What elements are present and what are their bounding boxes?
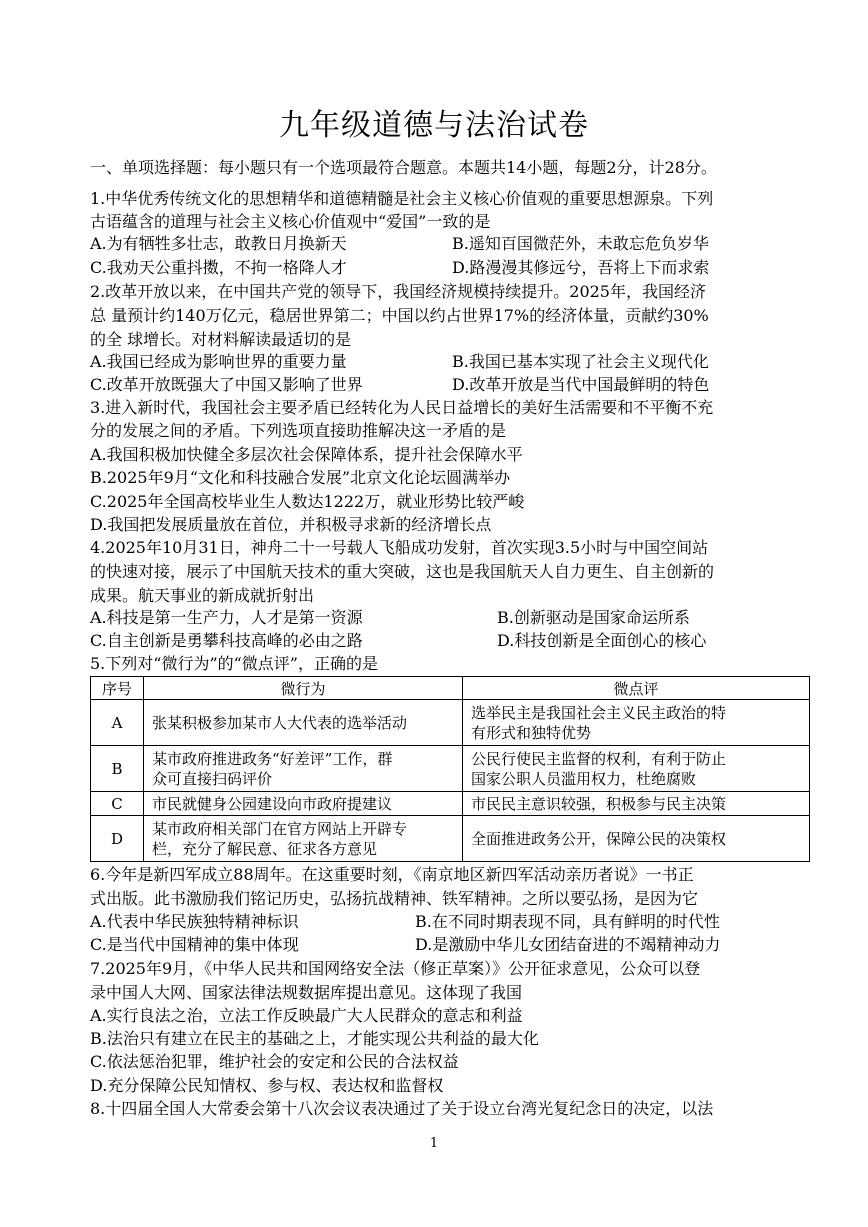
table-cell-text: 栏，充分了解民意、征求各方意见 [152,839,378,858]
question-6-option-b: B.在不同时期表现不同，具有鲜明的时代性 [415,912,720,931]
question-2-stem: 2.改革开放以来，在中国共产党的领导下，我国经济规模持续提升。2025年，我国经济 [90,282,706,301]
table-header: 微点评 [463,677,810,700]
question-4-option-c: C.自主创新是勇攀科技高峰的必由之路 [90,631,363,650]
question-2-option-a: A.我国已经成为影响世界的重要力量 [90,352,347,371]
question-2-option-d: D.改革开放是当代中国最鲜明的特色 [452,375,710,394]
table-cell-act [144,700,463,746]
question-2-stem: 的全 球增长。对材料解读最适切的是 [90,330,352,349]
question-3-option-b: B.2025年9月“文化和科技融合发展”北京文化论坛圆满举办 [90,468,511,487]
question-4-stem: 成果。航天事业的新成就折射出 [90,586,315,605]
question-1-option-d: D.路漫漫其修远兮，吾将上下而求索 [452,258,710,277]
table-cell-text: 国家公职人员滥用权力，杜绝腐败 [471,769,697,788]
table-cell-cmt [463,792,810,816]
table-cell-id: A [91,700,144,746]
table-cell-id: C [91,792,144,816]
question-7-option-c: C.依法惩治犯罪，维护社会的安定和公民的合法权益 [90,1052,459,1071]
question-2-option-b: B.我国已基本实现了社会主义现代化 [452,352,709,371]
table-cell-text: 某市政府推进政务“好差评”工作，群 [152,749,393,768]
question-1-stem: 古语蕴含的道理与社会主义核心价值观中“爱国”一致的是 [90,212,491,231]
table-cell-cmt [463,746,810,792]
table-cell-act [144,792,463,816]
question-7-option-b: B.法治只有建立在民主的基础之上，才能实现公共利益的最大化 [90,1029,539,1048]
table-cell-act [144,816,463,862]
table-cell-text: 选举民主是我国社会主义民主政治的特 [471,703,727,722]
question-3-option-d: D.我国把发展质量放在首位，并积极寻求新的经济增长点 [90,515,492,534]
question-1-option-b: B.遥知百国微茫外，未敢忘危负岁华 [452,234,709,253]
question-7-stem: 7.2025年9月，《中华人民共和国网络安全法（修正草案）》公开征求意见，公众可以登 [90,959,701,978]
table-row [91,746,810,792]
question-3-stem: 3.进入新时代，我国社会主要矛盾已经转化为人民日益增长的美好生活需要和不平衡不充 [90,398,714,417]
table-cell-text: 有形式和独特优势 [471,723,592,742]
table-cell-text: 众可直接扫码评价 [152,769,273,788]
table-header: 序号 [91,677,144,700]
table-cell-cmt [463,816,810,862]
table-cell-act [144,746,463,792]
table-cell-id: B [91,746,144,792]
table-cell-text: 市民就健身公园建设向市政府提建议 [152,795,393,813]
question-7-option-d: D.充分保障公民知情权、参与权、表达权和监督权 [90,1076,444,1095]
page-title: 九年级道德与法治试卷 [279,108,589,143]
question-2-option-c: C.改革开放既强大了中国又影响了世界 [90,375,363,394]
question-1-stem: 1.中华优秀传统文化的思想精华和道德精髓是社会主义核心价值观的重要思想源泉。下列 [90,189,714,208]
table-row [91,792,810,816]
question-6-option-a: A.代表中华民族独特精神标识 [90,912,299,931]
table-cell-text: 某市政府相关部门在官方网站上开辟专 [152,819,408,838]
question-2-stem: 总 量预计约140万亿元，稳居世界第二；中国以约占世界17%的经济体量，贡献约30% [90,306,709,325]
question-4-option-d: D.科技创新是全面创心的核心 [497,631,707,650]
question-4-stem: 的快速对接，展示了中国航天技术的重大突破，这也是我国航天人自力更生、自主创新的 [90,562,715,581]
question-6-option-d: D.是激励中华儿女团结奋进的不竭精神动力 [415,935,721,954]
question-3-option-a: A.我国积极加快健全多层次社会保障体系，提升社会保障水平 [90,445,523,464]
section-heading: 一、单项选择题：每小题只有一个选项最符合题意。本题共14小题，每题2分，计28分。 [90,158,717,177]
question-7-option-a: A.实行良法之治，立法工作反映最广大人民群众的意志和利益 [90,1006,523,1025]
table-row [91,700,810,746]
page-number: 1 [429,1136,439,1151]
table-cell-text: 市民民主意识较强，积极参与民主决策 [471,795,727,813]
question-4-stem: 4.2025年10月31日，神舟二十一号载人飞船成功发射，首次实现3.5小时与中国空间站 [90,538,709,557]
question-5-stem: 5.下列对“微行为”的“微点评”，正确的是 [90,654,378,673]
question-5-table [90,676,810,862]
table-cell-cmt [463,700,810,746]
table-header-row [91,677,810,700]
question-1-option-a: A.为有牺牲多壮志，敢教日月换新天 [90,234,347,253]
question-6-stem: 式出版。此书激励我们铭记历史，弘扬抗战精神、铁军精神。之所以要弘扬，是因为它 [90,889,699,908]
table-cell-text: 全面推进政务公开，保障公民的决策权 [471,830,727,848]
table-row [91,816,810,862]
question-8-stem: 8.十四届全国人大常委会第十八次会议表决通过了关于设立台湾光复纪念日的决定，以法 [90,1099,714,1118]
question-1-option-c: C.我劝天公重抖擞，不拘一格降人才 [90,258,347,277]
table-cell-text: 公民行使民主监督的权利，有利于防止 [471,749,727,768]
question-6-option-c: C.是当代中国精神的集中体现 [90,935,299,954]
question-4-option-a: A.科技是第一生产力，人才是第一资源 [90,608,363,627]
question-7-stem: 录中国人大网、国家法律法规数据库提出意见。这体现了我国 [90,983,523,1002]
table-cell-id: D [91,816,144,862]
question-3-option-c: C.2025年全国高校毕业生人数达1222万，就业形势比较严峻 [90,492,525,511]
table-header: 微行为 [144,677,463,700]
question-3-stem: 分的发展之间的矛盾。下列选项直接助推解决这一矛盾的是 [90,421,507,440]
question-6-stem: 6.今年是新四军成立88周年。在这重要时刻，《南京地区新四军活动亲历者说》一书正 [90,865,694,884]
table-cell-text: 张某积极参加某市人大代表的选举活动 [152,713,408,732]
question-4-option-b: B.创新驱动是国家命运所系 [497,608,690,627]
